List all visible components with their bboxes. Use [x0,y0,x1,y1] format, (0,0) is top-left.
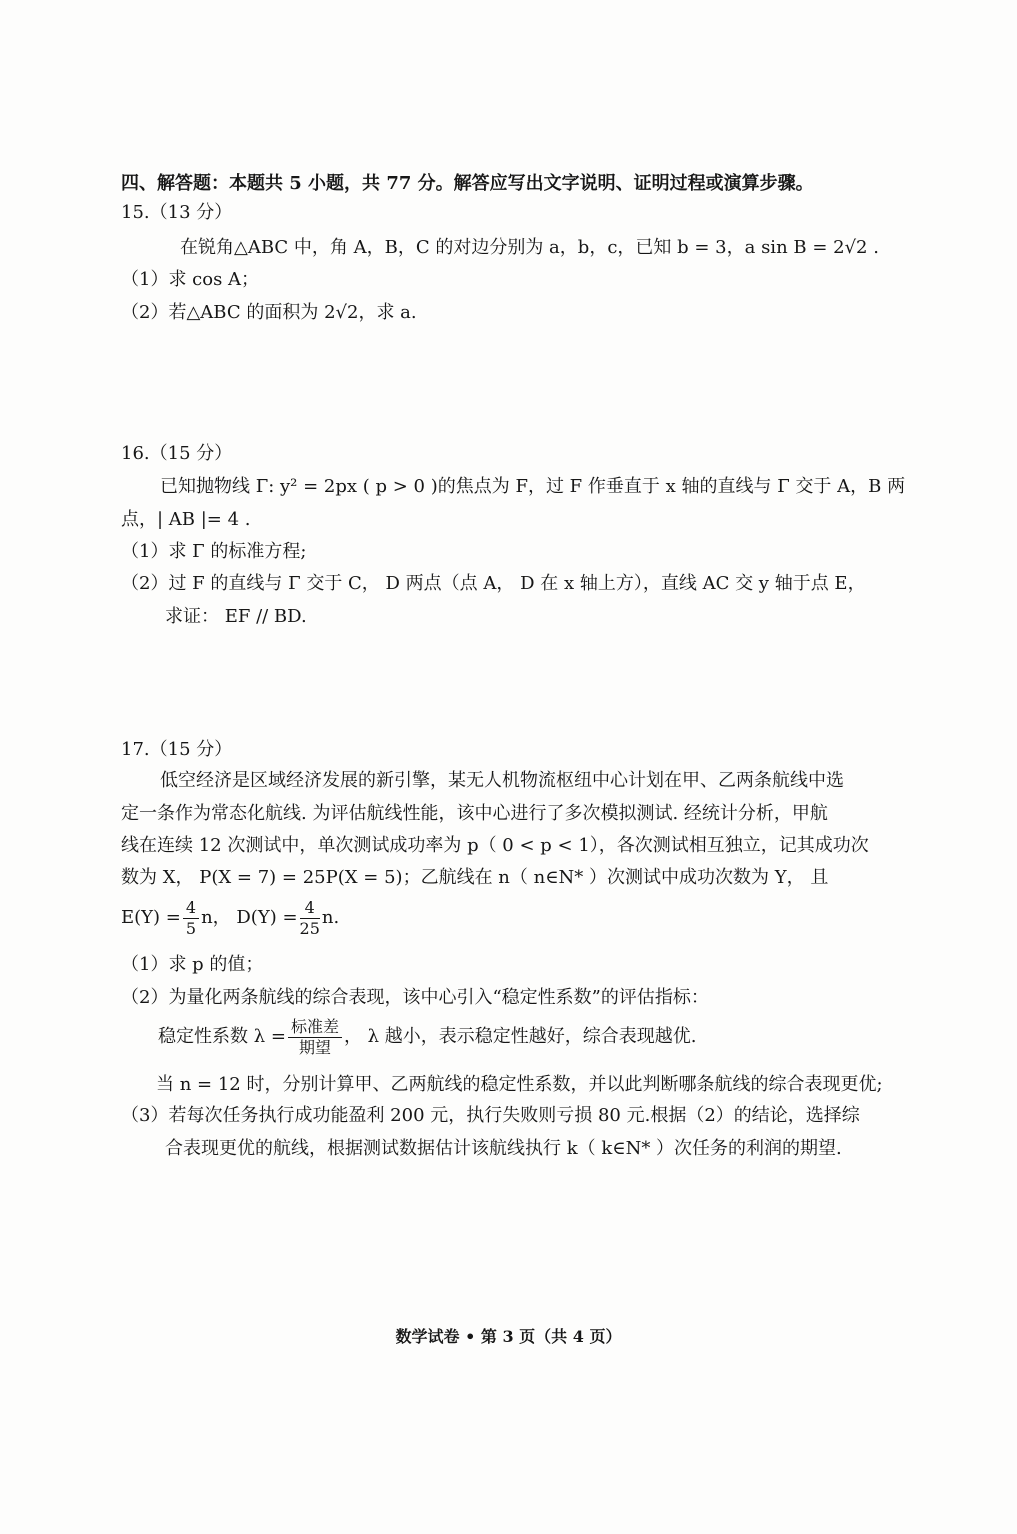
expectation-label: E(Y) = [121,907,181,928]
section-title: 四、解答题：本题共 5 小题，共 77 分。解答应写出文字说明、证明过程或演算步骤。 [121,173,814,194]
problem-16-part-2-proof: 求证： EF // BD. [165,606,307,627]
problem-15-statement: 在锐角△ABC 中，角 A，B，C 的对边分别为 a，b，c，已知 b = 3，a sin B = 2√2 . [180,237,879,258]
stability-coefficient-formula [158,1014,697,1060]
fraction-std-over-mean: $\frac{\text{标准差}}{\text{期望}}$ [288,1017,342,1058]
stability-description: ， λ 越小，表示稳定性越好，综合表现越优. [343,1026,697,1047]
problem-17-header: 17.（15 分） [121,739,233,760]
problem-15-part-2: （2）若△ABC 的面积为 2√2，求 a. [121,302,417,323]
problem-15-part-1: （1）求 cos A； [121,269,260,290]
problem-15-header: 15.（13 分） [121,202,233,223]
problem-17-line-4: 数为 X， P(X = 7) = 25P(X = 5)；乙航线在 n（ n∈N* ）次测试中成功次数为 Y， 且 [121,867,829,888]
problem-16-statement-line-2: 点，| AB |= 4 . [121,509,251,530]
problem-17-part-3: （3）若每次任务执行成功能盈利 200 元，执行失败则亏损 80 元.根据（2）的结论，选择综 [121,1105,860,1126]
problem-17-part-2: （2）为量化两条航线的综合表现，该中心引入“稳定性系数”的评估指标： [121,987,709,1008]
problem-16-part-1: （1）求 Γ 的标准方程; [121,541,307,562]
problem-17-expectation-variance [121,895,339,941]
fraction-4-5: $\frac{4}{5}$ [183,898,199,939]
stability-label: 稳定性系数 λ = [158,1026,286,1047]
problem-17-part-3-cont: 合表现更优的航线，根据测试数据估计该航线执行 k（ k∈N* ）次任务的利润的期望. [165,1138,842,1159]
problem-16-part-2: （2）过 F 的直线与 Γ 交于 C， D 两点（点 A， D 在 x 轴上方），直线 AC 交 y 轴于点 E， [121,573,866,594]
problem-17-part-1: （1）求 p 的值； [121,954,264,975]
problem-17-line-1: 低空经济是区域经济发展的新引擎，某无人机物流枢纽中心计划在甲、乙两条航线中选 [160,770,844,791]
problem-17-line-2: 定一条作为常态化航线. 为评估航线性能，该中心进行了多次模拟测试. 经统计分析，甲航 [121,803,828,824]
variance-label: n， D(Y) = [201,907,298,928]
variance-tail: n. [321,907,340,928]
page-footer: 数学试卷 • 第 3 页（共 4 页） [395,1327,622,1346]
problem-17-part-2-task: 当 n = 12 时，分别计算甲、乙两航线的稳定性系数，并以此判断哪条航线的综合表现更优; [156,1074,883,1095]
problem-16-header: 16.（15 分） [121,443,233,464]
problem-16-statement-line-1: 已知抛物线 Γ: y² = 2px ( p > 0 )的焦点为 F，过 F 作垂直于 x 轴的直线与 Γ 交于 A，B 两 [160,476,906,497]
fraction-4-25: $\frac{4}{25}$ [299,897,320,938]
problem-17-line-3: 线在连续 12 次测试中，单次测试成功率为 p（ 0 < p < 1），各次测试相互独立，记其成功次 [121,835,869,856]
